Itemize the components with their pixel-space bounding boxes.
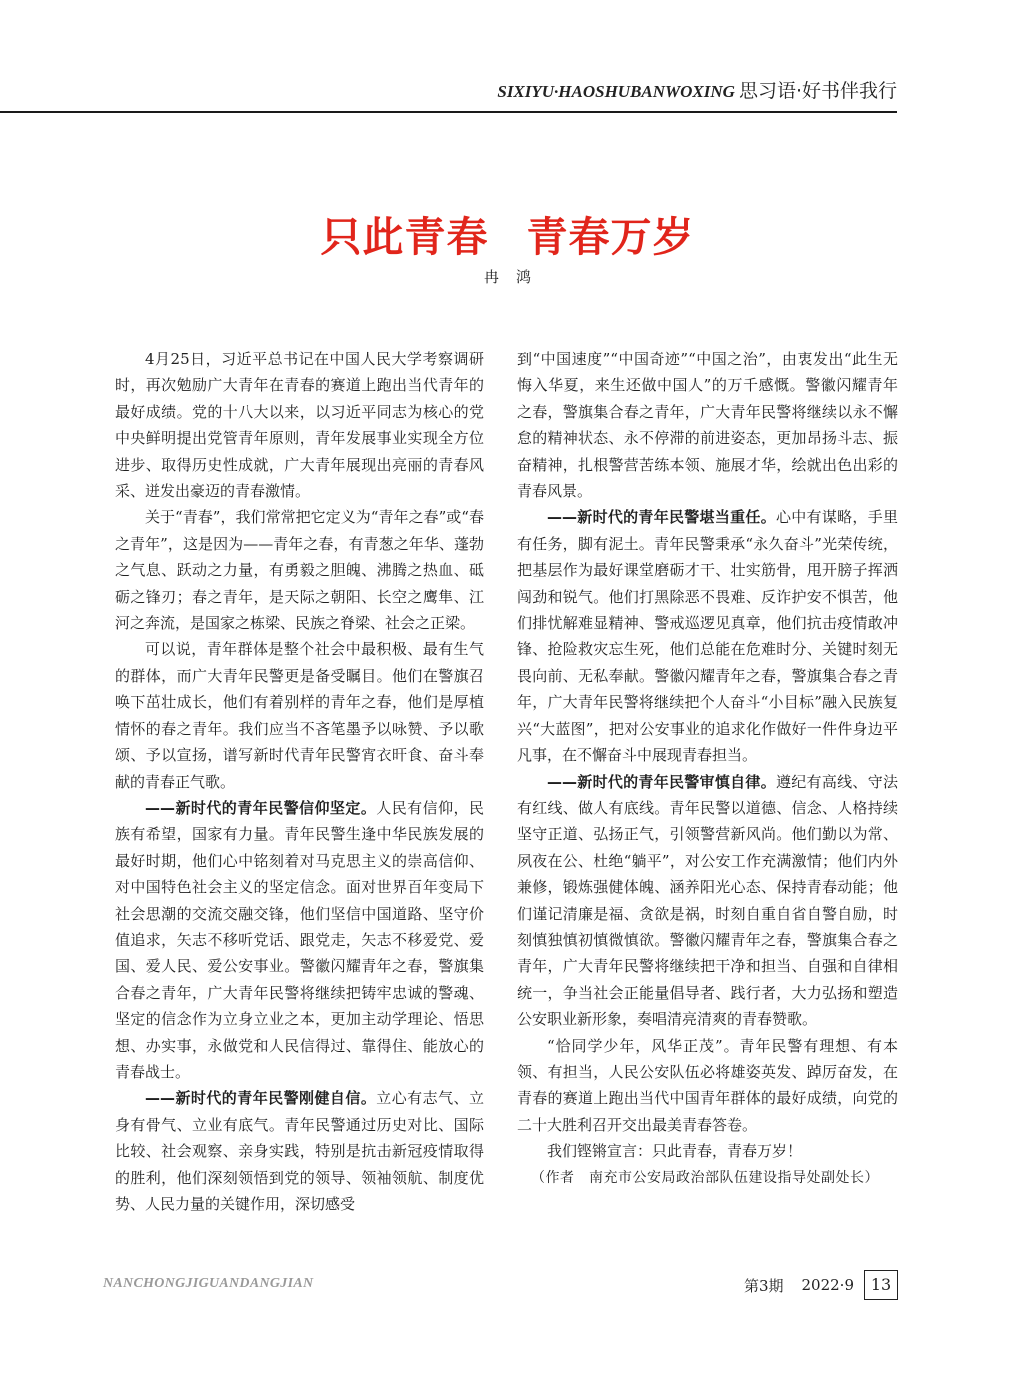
paragraph-lead: ——新时代的青年民警堪当重任。 — [547, 508, 776, 527]
header-latin: SIXIYU·HAOSHUBANWOXING — [497, 82, 735, 101]
paragraph — [115, 1085, 484, 1217]
paragraph-text: 4月25日，习近平总书记在中国人民大学考察调研时，再次勉励广大青年在青春的赛道上跑出当代青年的最好成绩。党的十八大以来，以习近平同志为核心的党中央鲜明提出党管青年原则，青年发展事业实现全方位进步、取得历史性成就，广大青年展现出亮丽的青春风采、迸发出豪迈的青春激情。 — [115, 350, 484, 501]
paragraph-text: 立心有志气、立身有骨气、立业有底气。青年民警通过历史对比、国际比较、社会观察、亲身实践，特别是抗击新冠疫情取得的胜利，他们深刻领悟到党的领导、领袖领航、制度优势、人民力量的关键作用，深切感受 — [115, 1089, 484, 1213]
paragraph-lead: ——新时代的青年民警信仰坚定。 — [145, 798, 377, 817]
footer-issue: 第3期 — [743, 1276, 784, 1295]
paragraph — [115, 795, 484, 1085]
title-part2: 青春万岁 — [526, 213, 695, 261]
footer-journal-name: NANCHONGJIGUANDANGJIAN — [103, 1276, 314, 1291]
paragraph-text: 关于“青春”，我们常常把它定义为“青年之春”或“春之青年”，这是因为——青年之春，有青葱之年华、蓬勃之气息、跃动之力量，有勇毅之胆魄、沸腾之热血、砥砺之锋刃；春之青年，是天际之朝阳、长空之鹰隼、江河之奔流，是国家之栋梁、民族之脊梁、社会之正梁。 — [115, 508, 484, 633]
paragraph-text: “恰同学少年，风华正茂”。青年民警有理想、有本领、有担当，人民公安队伍必将雄姿英发、踔厉奋发，在青春的赛道上跑出当代中国青年群体的最好成绩，向党的二十大胜利召开交出最美青春答卷。 — [517, 1036, 898, 1134]
paragraph-text: 人民有信仰，民族有希望，国家有力量。青年民警生逢中华民族发展的最好时期，他们心中铭刻着对马克思主义的崇高信仰、对中国特色社会主义的坚定信念。面对世界百年变局下社会思潮的交流交融交锋，他们坚信中国道路、坚守价值追求，矢志不移听党话、跟党走，矢志不移爱党、爱国、爱人民、爱公安事业。警徽闪耀青年之春，警旗集合春之青年，广大青年民警将继续把铸牢忠诚的警魂、坚定的信念作为立身立业之本，更加主动学理论、悟思想、办实事，永做党和人民信得过、靠得住、能放心的青春战士。 — [115, 798, 484, 1081]
paragraph — [115, 504, 484, 636]
paragraph — [517, 1138, 898, 1164]
author-byline — [0, 266, 1015, 287]
paragraph-text: 到“中国速度”“中国奇迹”“中国之治”，由衷发出“此生无悔入华夏，来生还做中国人”的万千感慨。警徽闪耀青年之春，警旗集合春之青年，广大青年民警将继续以永不懈怠的精神状态、永不停滞的前进姿态，更加昂扬斗志、振奋精神，扎根警营苦练本领、施展才华，绘就出色出彩的青春风景。 — [517, 350, 898, 501]
paragraph-lead: ——新时代的青年民警审慎自律。 — [547, 772, 776, 791]
paragraph-lead: ——新时代的青年民警刚健自信。 — [145, 1089, 377, 1108]
article-title — [0, 204, 1015, 263]
paragraph — [517, 346, 898, 504]
page-number: 13 — [864, 1270, 898, 1300]
header-chinese: 思习语·好书伴我行 — [738, 80, 897, 102]
paragraph — [115, 636, 484, 794]
author-name: 冉鸿 — [483, 268, 548, 286]
paragraph-text: 可以说，青年群体是整个社会中最积极、最有生气的群体，而广大青年民警更是备受瞩目。他们在警旗召唤下茁壮成长，他们有着别样的青年之春，他们是厚植情怀的春之青年。我们应当不吝笔墨予以咏赞、予以歌颂、予以宣扬，谱写新时代青年民警宵衣旰食、奋斗奉献的青春正气歌。 — [115, 640, 484, 791]
paragraph — [517, 1165, 898, 1191]
paragraph — [115, 346, 484, 504]
paragraph-text: （作者 南充市公安局政治部队伍建设指导处副处长） — [531, 1169, 879, 1186]
paragraph-text: 我们铿锵宣言：只此青春，青春万岁！ — [547, 1142, 803, 1161]
footer-date: 2022·9 — [801, 1276, 854, 1294]
title-part1: 只此青春 — [320, 213, 489, 261]
right-column — [517, 346, 898, 1191]
paragraph — [517, 769, 898, 1033]
paragraph-text: 心中有谋略，手里有任务，脚有泥土。青年民警秉承“永久奋斗”光荣传统，把基层作为最好课堂磨砺才干、壮实筋骨，甩开膀子挥洒闯劲和锐气。他们打黑除恶不畏难、反诈护安不惧苦，他们排忧解难显精神、警戒巡逻见真章，他们抗击疫情敢冲锋、抢险救灾忘生死，他们总能在危难时分、关键时刻无畏向前、无私奉献。警徽闪耀青年之春，警旗集合春之青年，广大青年民警将继续把个人奋斗“小目标”融入民族复兴“大蓝图”，把对公安事业的追求化作做好一件件身边平凡事，在不懈奋斗中展现青春担当。 — [517, 508, 898, 765]
paragraph — [517, 504, 898, 768]
running-header — [0, 74, 897, 108]
paragraph-text: 遵纪有高线、守法有红线、做人有底线。青年民警以道德、信念、人格持续坚守正道、弘扬正气，引领警营新风尚。他们勤以为常、夙夜在公、杜绝“躺平”，对公安工作充满激情；他们内外兼修，锻炼强健体魄、涵养阳光心态、保持青春动能；他们谨记清廉是福、贪欲是祸，时刻自重自省自警自励，时刻慎独慎初慎微慎欲。警徽闪耀青年之春，警旗集合春之青年，广大青年民警将继续把干净和担当、自强和自律相统一，争当社会正能量倡导者、践行者，大力弘扬和塑造公安职业新形象，奏唱清亮清爽的青春赞歌。 — [517, 772, 898, 1029]
left-column — [115, 346, 484, 1217]
footer-issue-info — [744, 1270, 898, 1300]
paragraph — [517, 1033, 898, 1139]
header-rule — [0, 111, 897, 113]
